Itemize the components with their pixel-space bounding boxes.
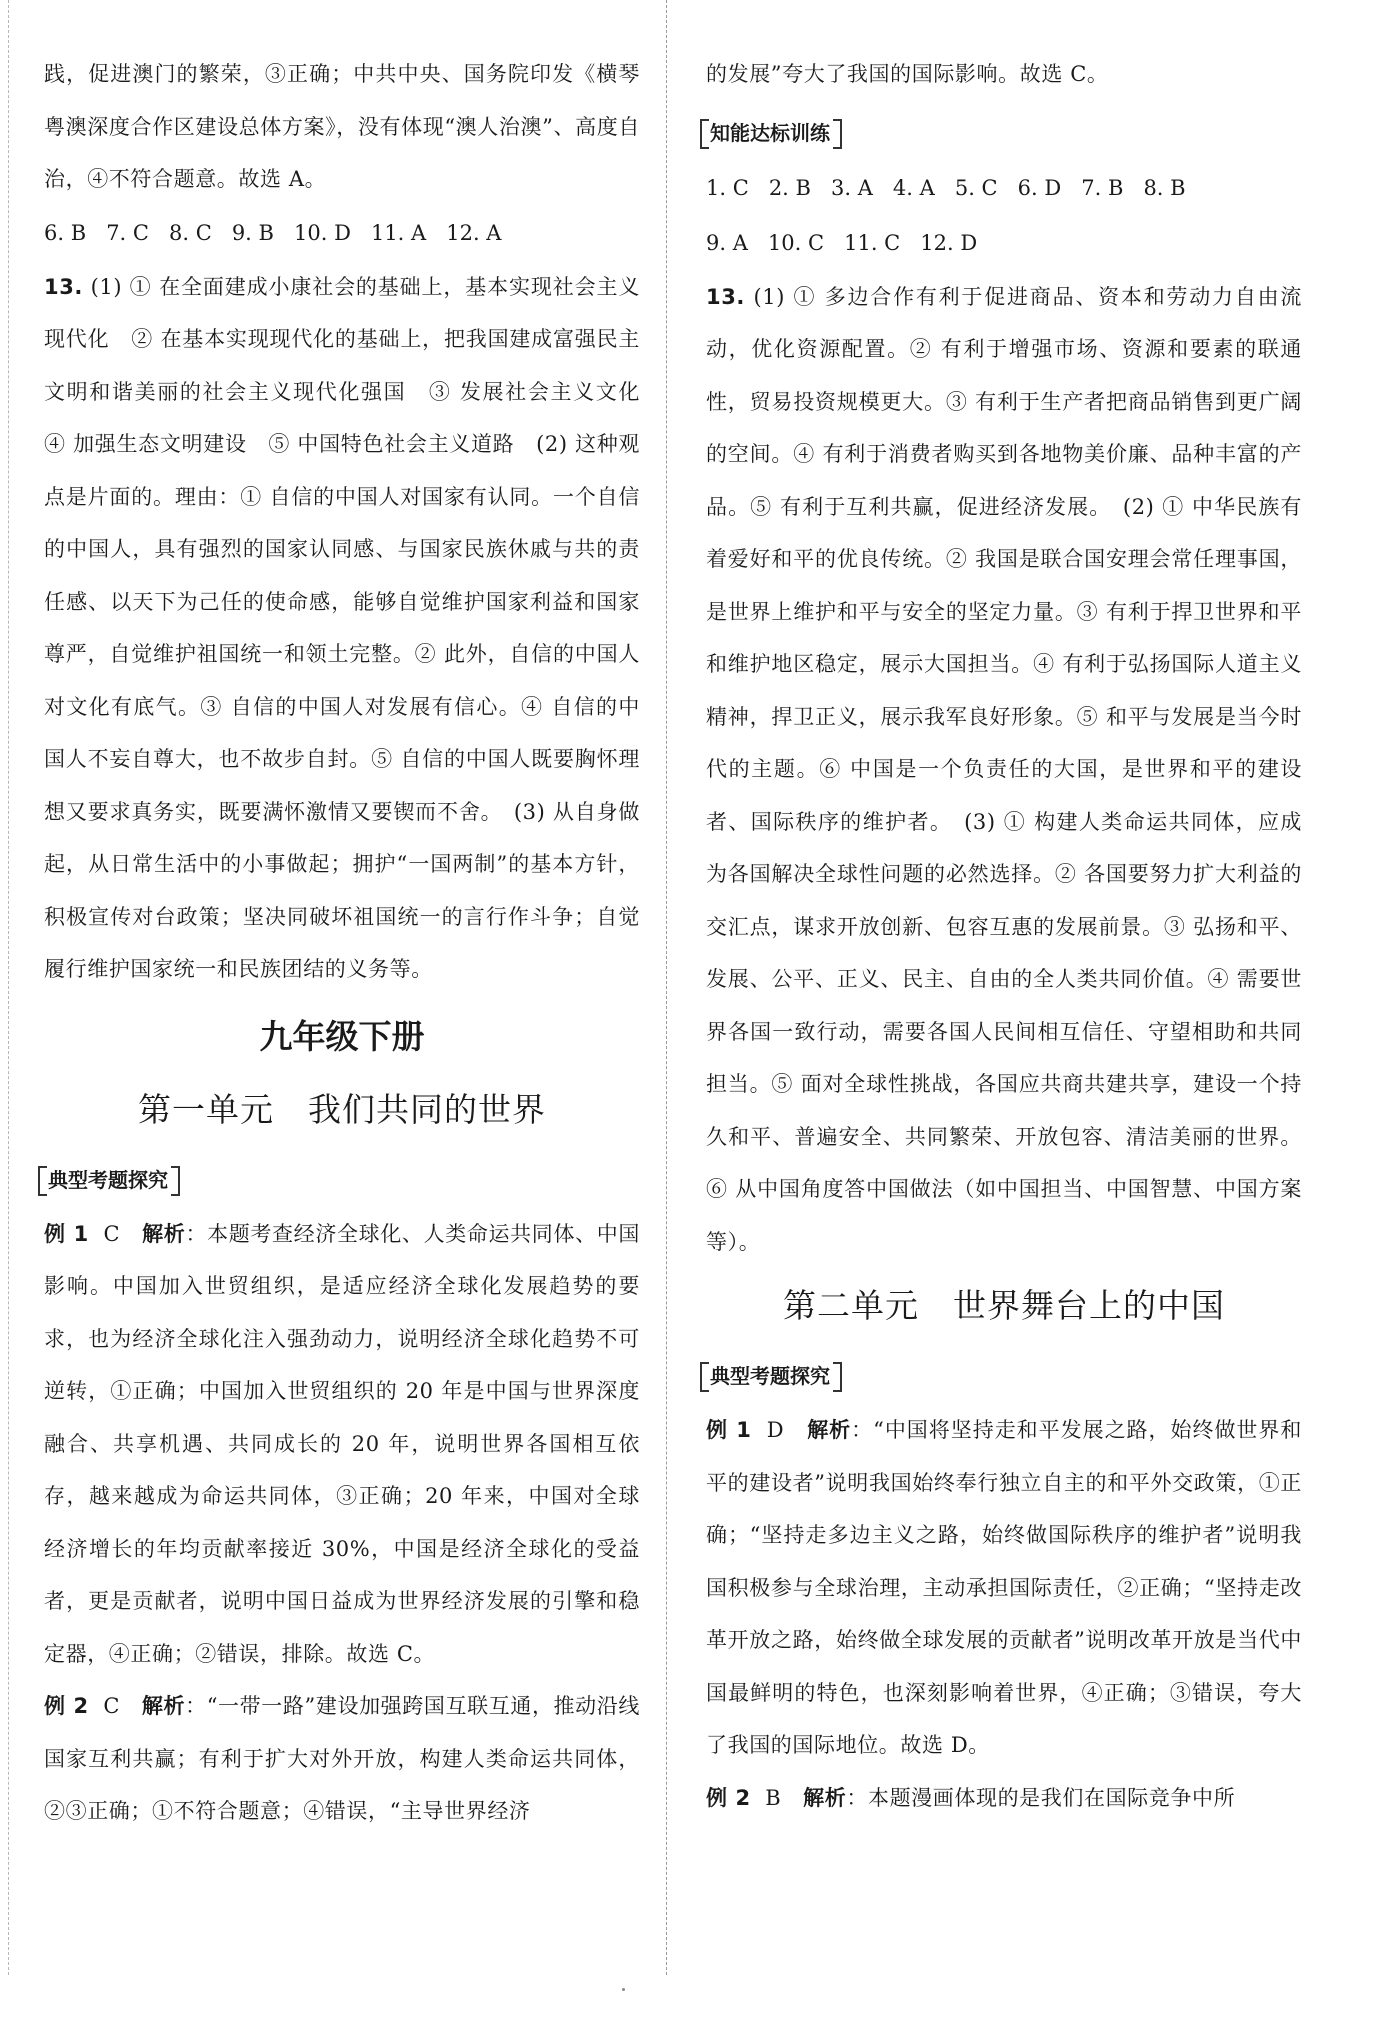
page-mark-dot <box>622 1988 625 1991</box>
analysis-label: 解析 <box>807 1418 852 1442</box>
example-answer: C <box>103 1694 120 1718</box>
example-analysis: ：“一带一路”建设加强跨国互联互通，推动沿线国家互利共赢；有利于扩大对外开放，构建人类命运共同体，②③正确；①不符合题意；④错误，“主导世界经济 <box>44 1694 640 1823</box>
example-answer: D <box>766 1418 785 1442</box>
q13-answer <box>44 261 662 996</box>
answer-7: 7. C <box>106 220 149 245</box>
answers-9-12 <box>706 216 1302 271</box>
example-answer: B <box>765 1785 782 1810</box>
answer-3: 3. A <box>831 175 873 200</box>
example-analysis: ：“中国将坚持走和平发展之路，始终做世界和平的建设者”说明我国始终奉行独立自主的和平外交政策，①正确；“坚持走多边主义之路，始终做国际秩序的维护者”说明我国积极参与全球治理，主动承担国际责任，②正确；“坚持走改革开放之路，始终做全球发展的贡献者”说明改革开放是当代中国最鲜明的特色，也深刻影响着世界，④正确；③错误，夸大了我国的国际地位。故选 D。 <box>706 1418 1302 1757</box>
answer-11: 11. C <box>844 230 901 255</box>
analysis-label: 解析 <box>142 1221 186 1246</box>
q13-number: 13. <box>44 274 84 299</box>
unit-2-title: 第二单元 世界舞台上的中国 <box>783 1286 1225 1325</box>
answer-9: 9. B <box>231 220 274 245</box>
unit-1-title: 第一单元 我们共同的世界 <box>138 1089 546 1129</box>
answers-6-12 <box>44 206 640 261</box>
answer-1: 1. C <box>706 175 749 200</box>
section-tag-training: 知能达标训练 <box>706 107 836 159</box>
section-tag-typical: 典型考题探究 <box>706 1350 836 1402</box>
column-divider <box>666 0 668 1975</box>
binding-dashed-line <box>8 0 10 1975</box>
q5-explanation-tail: 践，促进澳门的繁荣，③正确；中共中央、国务院印发《横琴粤澳深度合作区建设总体方案》，没有体现“澳人治澳”、高度自治，④不符合题意。故选 A。 <box>44 62 640 191</box>
q13-answer <box>706 271 1302 1269</box>
grade-title: 九年级下册 <box>259 1016 425 1056</box>
example-analysis: ：本题漫画体现的是我们在国际竞争中所 <box>846 1785 1236 1810</box>
example-analysis: ：本题考查经济全球化、人类命运共同体、中国影响。中国加入世贸组织，是适应经济全球化发展趋势的要求，也为经济全球化注入强劲动力，说明经济全球化趋势不可逆转，①正确；中国加入世贸组织的 20 年是中国与世界深度融合、共享机遇、共同成长的 20 年，说明世界各国相互依存，越来越成为命运共同体，③正确；20 年来，中国对全球经济增长的年均贡献率接近 30%，中国是经济全球化的受益者，更是贡献者，说明中国日益成为世界经济发展的引擎和稳定器，④正确；②错误，排除。故选 C。 <box>44 1221 640 1666</box>
q13-text: (1) ① 在全面建成小康社会的基础上，基本实现社会主义现代化 ② 在基本实现现代化的基础上，把我国建成富强民主文明和谐美丽的社会主义现代化强国 ③ 发展社会主义文化 ④ 加强生态文明建设 ⑤ 中国特色社会主义道路 (2) 这种观点是片面的。理由：① 自信的中国人对国家有认同。一个自信的中国人，具有强烈的国家认同感、与国家民族休戚与共的责任感、以天下为己任的使命感，能够自觉维护国家利益和国家尊严，自觉维护祖国统一和领土完整。② 此外，自信的中国人对文化有底气。③ 自信的中国人对发展有信心。④ 自信的中国人不妄自尊大，也不故步自封。⑤ 自信的中国人既要胸怀理想又要求真务实，既要满怀激情又要锲而不舍。 (3) 从自身做起，从日常生活中的小事做起；拥护“一国两制”的基本方针，积极宣传对台政策；坚决同破坏祖国统一的言行作斗争；自觉履行维护国家统一和民族团结的义务等。 <box>44 274 662 981</box>
example-2 <box>706 1772 1302 1825</box>
example-1 <box>706 1404 1302 1772</box>
analysis-label: 解析 <box>141 1694 186 1718</box>
example-label: 例 2 <box>706 1785 751 1810</box>
q13-number: 13. <box>706 284 746 309</box>
answer-5: 5. C <box>954 175 998 200</box>
section-tag-typical: 典型考题探究 <box>44 1154 174 1206</box>
example-label: 例 2 <box>44 1694 89 1718</box>
left-column <box>44 48 662 1838</box>
example-1 <box>44 1208 640 1681</box>
answer-2: 2. B <box>768 175 811 200</box>
answer-12: 12. D <box>920 230 978 255</box>
answer-12: 12. A <box>446 220 502 245</box>
example-label: 例 1 <box>706 1418 752 1442</box>
answer-6: 6. B <box>44 220 87 245</box>
answers-1-8 <box>706 161 1302 216</box>
q13-text: (1) ① 多边合作有利于促进商品、资本和劳动力自由流动，优化资源配置。② 有利于增强市场、资源和要素的联通性，贸易投资规模更大。③ 有利于生产者把商品销售到更广阔的空间。④ 有利于消费者购买到各地物美价廉、品种丰富的产品。⑤ 有利于互利共赢，促进经济发展。 (2) ① 中华民族有着爱好和平的优良传统。② 我国是联合国安理会常任理事国，是世界上维护和平与安全的坚定力量。③ 有利于捍卫世界和平和维护地区稳定，展示大国担当。④ 有利于弘扬国际人道主义精神，捍卫正义，展示我军良好形象。⑤ 和平与发展是当今时代的主题。⑥ 中国是一个负责任的大国，是世界和平的建设者、国际秩序的维护者。 (3) ① 构建人类命运共同体，应成为各国解决全球性问题的必然选择。② 各国要努力扩大利益的交汇点，谋求开放创新、包容互惠的发展前景。③ 弘扬和平、发展、公平、正义、民主、自由的全人类共同价值。④ 需要世界各国一致行动，需要各国人民间相互信任、守望相助和共同担当。⑤ 面对全球性挑战，各国应共商共建共享，建设一个持久和平、普遍安全、共同繁荣、开放包容、清洁美丽的世界。⑥ 从中国角度答中国做法（如中国担当、中国智慧、中国方案等）。 <box>706 284 1303 1254</box>
answer-4: 4. A <box>892 175 935 200</box>
example-answer: C <box>103 1221 121 1246</box>
right-column <box>706 48 1302 1824</box>
example-2 <box>44 1680 640 1838</box>
answer-10: 10. D <box>294 220 351 245</box>
example-2-tail: 的发展”夸大了我国的国际影响。故选 C。 <box>706 62 1109 86</box>
answer-8: 8. B <box>1143 175 1186 200</box>
answer-10: 10. C <box>767 230 825 255</box>
answer-6: 6. D <box>1017 175 1062 200</box>
analysis-label: 解析 <box>803 1785 847 1810</box>
answer-9: 9. A <box>706 230 748 255</box>
answer-7: 7. B <box>1081 175 1124 200</box>
answer-8: 8. C <box>169 220 212 245</box>
answer-11: 11. A <box>370 220 427 245</box>
example-label: 例 1 <box>44 1221 89 1246</box>
